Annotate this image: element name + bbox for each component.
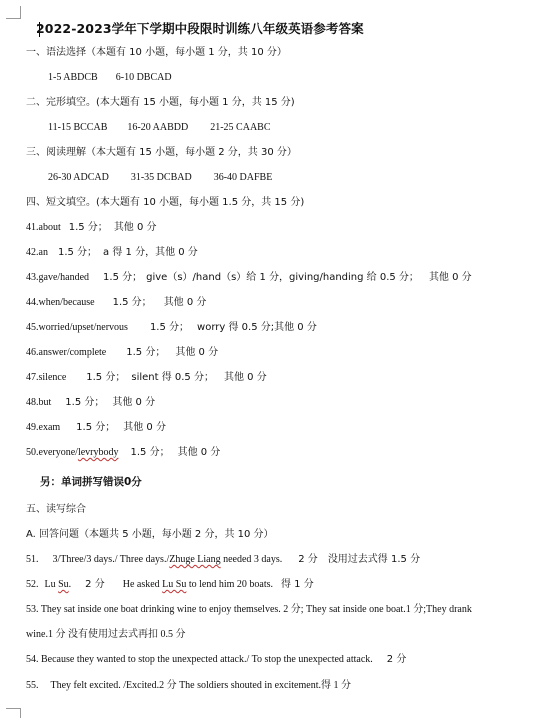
item-46 — [26, 346, 218, 360]
item-number: 44. — [26, 297, 39, 308]
section-2-heading: 二、完形填空。(本大题有 15 小题，每小题 1 分，共 15 分) — [26, 97, 295, 108]
item-note: 其他 0 分 — [113, 222, 157, 233]
item-number: 48. — [26, 397, 39, 408]
item-number: 47. — [26, 372, 39, 383]
item-answer: Lu — [44, 579, 59, 590]
item-49 — [26, 421, 166, 435]
item-44 — [26, 296, 206, 310]
item-answer: He asked — [122, 579, 163, 590]
section-1-heading: 一、语法选择（本题有 10 小题，每小题 1 分，共 10 分） — [26, 47, 287, 58]
item-number: 42. — [26, 247, 39, 258]
item-note: 其他 0 分 — [428, 272, 472, 283]
item-answer: an — [38, 247, 48, 258]
item-answer: everyone/ — [38, 447, 78, 458]
item-answer-name: Su — [58, 579, 69, 590]
item-score: 2 分 — [298, 554, 318, 565]
item-answer: when/because — [38, 297, 95, 308]
item-score: 1.5 分； — [126, 347, 166, 358]
item-answer: but — [38, 397, 52, 408]
answer-range: 11-15 BCCAB — [48, 122, 108, 133]
answer-range: 21-25 CAABC — [210, 122, 271, 133]
section-3-heading: 三、阅读理解（本大题有 15 小题，每小题 2 分，共 30 分） — [26, 147, 297, 158]
item-41 — [26, 221, 157, 235]
item-answer: 3/Three/3 days./ Three days./ — [52, 554, 170, 565]
item-note: 其他 0 分 — [177, 447, 221, 458]
item-answer: needed 3 days. — [223, 554, 283, 565]
answer-range: 16-20 AABDD — [127, 122, 189, 133]
answer-range: 31-35 DCBAD — [130, 172, 192, 183]
item-score: 1.5 分； — [103, 272, 143, 283]
item-answer: 54. Because they wanted to stop the unexpected attack./ To stop the unexpected attack. — [26, 654, 373, 665]
crop-mark-bottom-left-h — [6, 708, 20, 709]
document-title: 2022-2023学年下学期中段限时训练八年级英语参考答案 — [36, 21, 364, 36]
item-53-line-2: wine.1 分 没有使用过去式再扣 0.5 分 — [26, 629, 186, 640]
answer-range: 36-40 DAFBE — [213, 172, 273, 183]
item-answer-name: Lu Su — [162, 579, 187, 590]
item-number: 49. — [26, 422, 39, 433]
item-number: 55. — [26, 680, 39, 691]
item-51 — [26, 553, 420, 567]
item-note: silent 得 0.5 分； — [131, 372, 214, 383]
item-number: 52. — [26, 579, 39, 590]
crop-mark-top-left-h — [6, 18, 20, 19]
item-score: 1.5 分； — [68, 222, 108, 233]
item-score: 1.5 分； — [57, 247, 98, 258]
item-answer: to lend him 20 boats. — [186, 579, 273, 590]
answer-range: 1-5 ABDCB — [48, 72, 98, 83]
item-score: 2 分 — [386, 654, 407, 665]
item-answer-misspelled: levrybody — [77, 447, 119, 458]
item-answer: silence — [38, 372, 67, 383]
item-answer: They felt excited. /Excited.2 分 The soldiers shouted in excitement.得 1 分 — [50, 680, 351, 691]
section-3-answers — [48, 171, 272, 185]
item-55 — [26, 679, 351, 693]
spelling-note: 另：单词拼写错误0分 — [40, 476, 142, 488]
item-54 — [26, 653, 406, 667]
item-number: 45. — [26, 322, 39, 333]
item-note: give（s）/hand（s）给 1 分，giving/handing 给 0.5 分； — [146, 272, 419, 283]
item-score: 1.5 分； — [112, 297, 152, 308]
item-answer: about — [38, 222, 61, 233]
item-score: 1.5 分； — [130, 447, 170, 458]
item-note: 得 1 分 — [281, 579, 314, 590]
item-note: worry 得 0.5 分;其他 0 分 — [197, 322, 317, 333]
item-48 — [26, 396, 155, 410]
item-number: 43. — [26, 272, 39, 283]
item-note: 其他 0 分 — [223, 372, 267, 383]
item-52 — [26, 578, 314, 592]
item-note: 其他 0 分 — [163, 297, 207, 308]
section-5-heading: 五、读写综合 — [26, 504, 86, 515]
crop-mark-top-left-v — [20, 6, 21, 19]
item-note: a 得 1 分，其他 0 分 — [103, 247, 198, 258]
item-note: 其他 0 分 — [175, 347, 219, 358]
item-note: 没用过去式得 1.5 分 — [327, 554, 421, 565]
section-2-answers — [48, 121, 271, 135]
item-47 — [26, 371, 267, 385]
item-number: 46. — [26, 347, 39, 358]
item-number: 51. — [26, 554, 39, 565]
answer-range: 26-30 ADCAD — [48, 172, 109, 183]
item-42 — [26, 246, 198, 260]
item-score: 1.5 分； — [86, 372, 126, 383]
item-note: 其他 0 分 — [123, 422, 166, 433]
item-answer-name: Zhuge Liang — [169, 554, 221, 565]
item-note: 其他 0 分 — [112, 397, 156, 408]
item-answer: gave/handed — [38, 272, 90, 283]
section-1-answers — [48, 71, 172, 85]
item-score: 2 分 — [85, 579, 105, 590]
item-answer: answer/complete — [38, 347, 107, 358]
section-4-heading: 四、短文填空。(本大题有 10 小题，每小题 1.5 分，共 15 分) — [26, 197, 305, 208]
item-number: 50. — [26, 447, 39, 458]
item-answer: . — [68, 579, 72, 590]
item-45 — [26, 321, 317, 335]
item-50 — [26, 446, 220, 460]
crop-mark-bottom-left-v — [20, 708, 21, 718]
section-5-subheading: A. 回答问题（本题共 5 小题，每小题 2 分，共 10 分） — [26, 529, 274, 540]
item-43 — [26, 271, 472, 285]
item-score: 1.5 分； — [76, 422, 116, 433]
item-score: 1.5 分； — [149, 322, 190, 333]
item-53-line-1: 53. They sat inside one boat drinking wine to enjoy themselves. 2 分; They sat inside one boat.1 分;They drank — [26, 604, 472, 615]
item-answer: exam — [38, 422, 61, 433]
item-number: 41. — [26, 222, 39, 233]
item-score: 1.5 分； — [65, 397, 105, 408]
answer-range: 6-10 DBCAD — [115, 72, 172, 83]
item-answer: worried/upset/nervous — [38, 322, 128, 333]
